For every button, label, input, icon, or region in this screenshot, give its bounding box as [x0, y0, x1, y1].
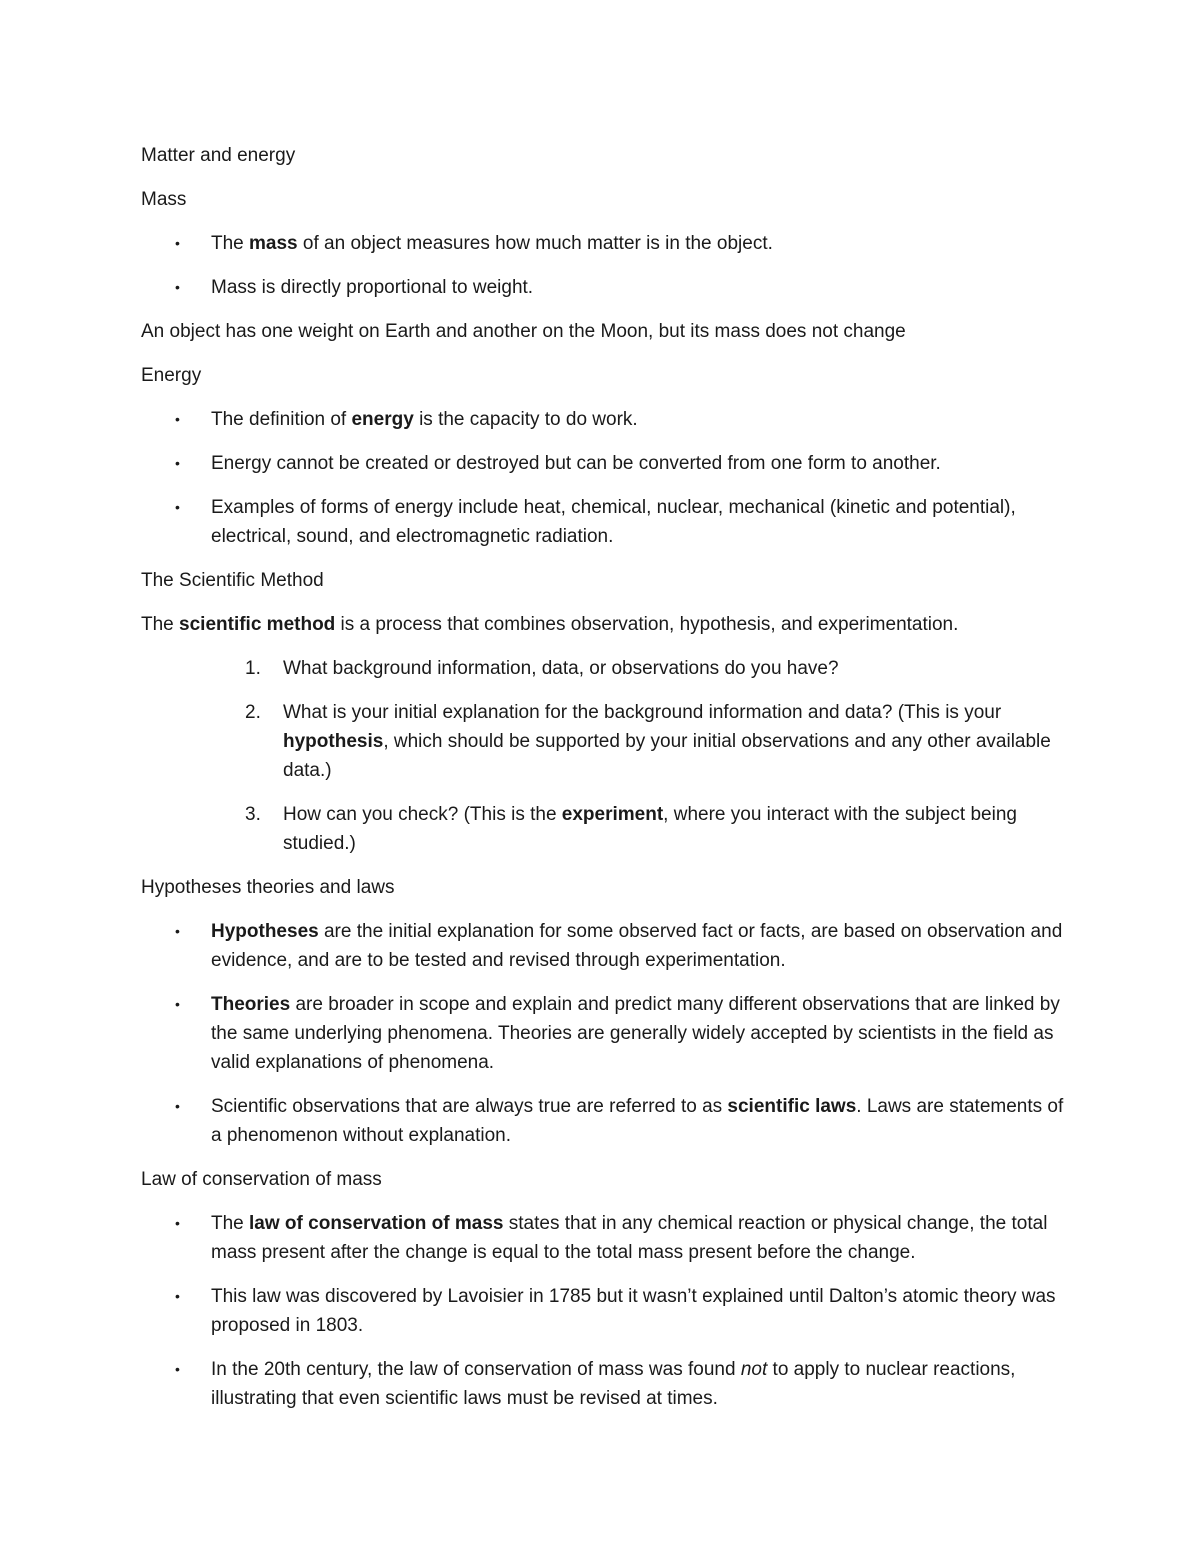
- list-item: • The definition of energy is the capacity to do work.: [141, 405, 1071, 434]
- list-item: • The mass of an object measures how much matter is in the object.: [141, 229, 1071, 258]
- step-number: 2.: [245, 702, 261, 723]
- list-item: • In the 20th century, the law of conservation of mass was found not to apply to nuclear reactions, illustrating that even scientific laws must be revised at times.: [141, 1355, 1071, 1413]
- bullet-icon: •: [175, 411, 180, 427]
- list-item: • The law of conservation of mass states that in any chemical reaction or physical change, the total mass present after the change is equal to the total mass present before the change.: [141, 1209, 1071, 1267]
- list-item: • Hypotheses are the initial explanation for some observed fact or facts, are based on observation and evidence, and are to be tested and revised through experimentation.: [141, 917, 1071, 975]
- heading-energy: Energy: [141, 365, 202, 386]
- list-item: • Examples of forms of energy include heat, chemical, nuclear, mechanical (kinetic and potential), electrical, sound, and electromagnetic radiation.: [141, 493, 1071, 551]
- heading-conservation-of-mass: Law of conservation of mass: [141, 1169, 382, 1190]
- list-item: 2. What is your initial explanation for the background information and data? (This is your hypothesis, which should be supported by your initial observations and any other available data.): [141, 698, 1071, 785]
- list-item: • Mass is directly proportional to weight.: [141, 273, 1071, 302]
- list-item: 3. How can you check? (This is the experiment, where you interact with the subject being studied.): [141, 800, 1071, 858]
- document-body: [141, 141, 1071, 1428]
- mass-paragraph: An object has one weight on Earth and another on the Moon, but its mass does not change: [141, 321, 906, 342]
- title-matter-and-energy: Matter and energy: [141, 145, 296, 166]
- hypotheses-bullet-list: [141, 917, 1071, 1150]
- heading-hypotheses: Hypotheses theories and laws: [141, 877, 395, 898]
- mass-bullet-list: [141, 229, 1071, 302]
- bullet-icon: •: [175, 455, 180, 471]
- scientific-method-steps: [141, 654, 1071, 858]
- step-number: 3.: [245, 804, 261, 825]
- list-item: • This law was discovered by Lavoisier in 1785 but it wasn’t explained until Dalton’s atomic theory was proposed in 1803.: [141, 1282, 1071, 1340]
- list-item: • Scientific observations that are always true are referred to as scientific laws. Laws are statements of a phenomenon without explanation.: [141, 1092, 1071, 1150]
- conservation-bullet-list: [141, 1209, 1071, 1413]
- bullet-icon: •: [175, 279, 180, 295]
- list-item: 1. What background information, data, or observations do you have?: [141, 654, 1071, 683]
- energy-bullet-list: [141, 405, 1071, 551]
- bullet-icon: •: [175, 1098, 180, 1114]
- list-item: • Energy cannot be created or destroyed but can be converted from one form to another.: [141, 449, 1071, 478]
- scientific-method-intro: The scientific method is a process that combines observation, hypothesis, and experimentation.: [141, 614, 959, 635]
- list-item: • Theories are broader in scope and explain and predict many different observations that are linked by the same underlying phenomena. Theories are generally widely accepted by scientists in the field as valid explanations of phenomena.: [141, 990, 1071, 1077]
- step-number: 1.: [245, 658, 261, 679]
- heading-mass: Mass: [141, 189, 187, 210]
- bullet-icon: •: [175, 1288, 180, 1304]
- bullet-icon: •: [175, 1215, 180, 1231]
- heading-scientific-method: The Scientific Method: [141, 570, 324, 591]
- bullet-icon: •: [175, 996, 180, 1012]
- bullet-icon: •: [175, 1361, 180, 1377]
- bullet-icon: •: [175, 923, 180, 939]
- bullet-icon: •: [175, 235, 180, 251]
- bullet-icon: •: [175, 499, 180, 515]
